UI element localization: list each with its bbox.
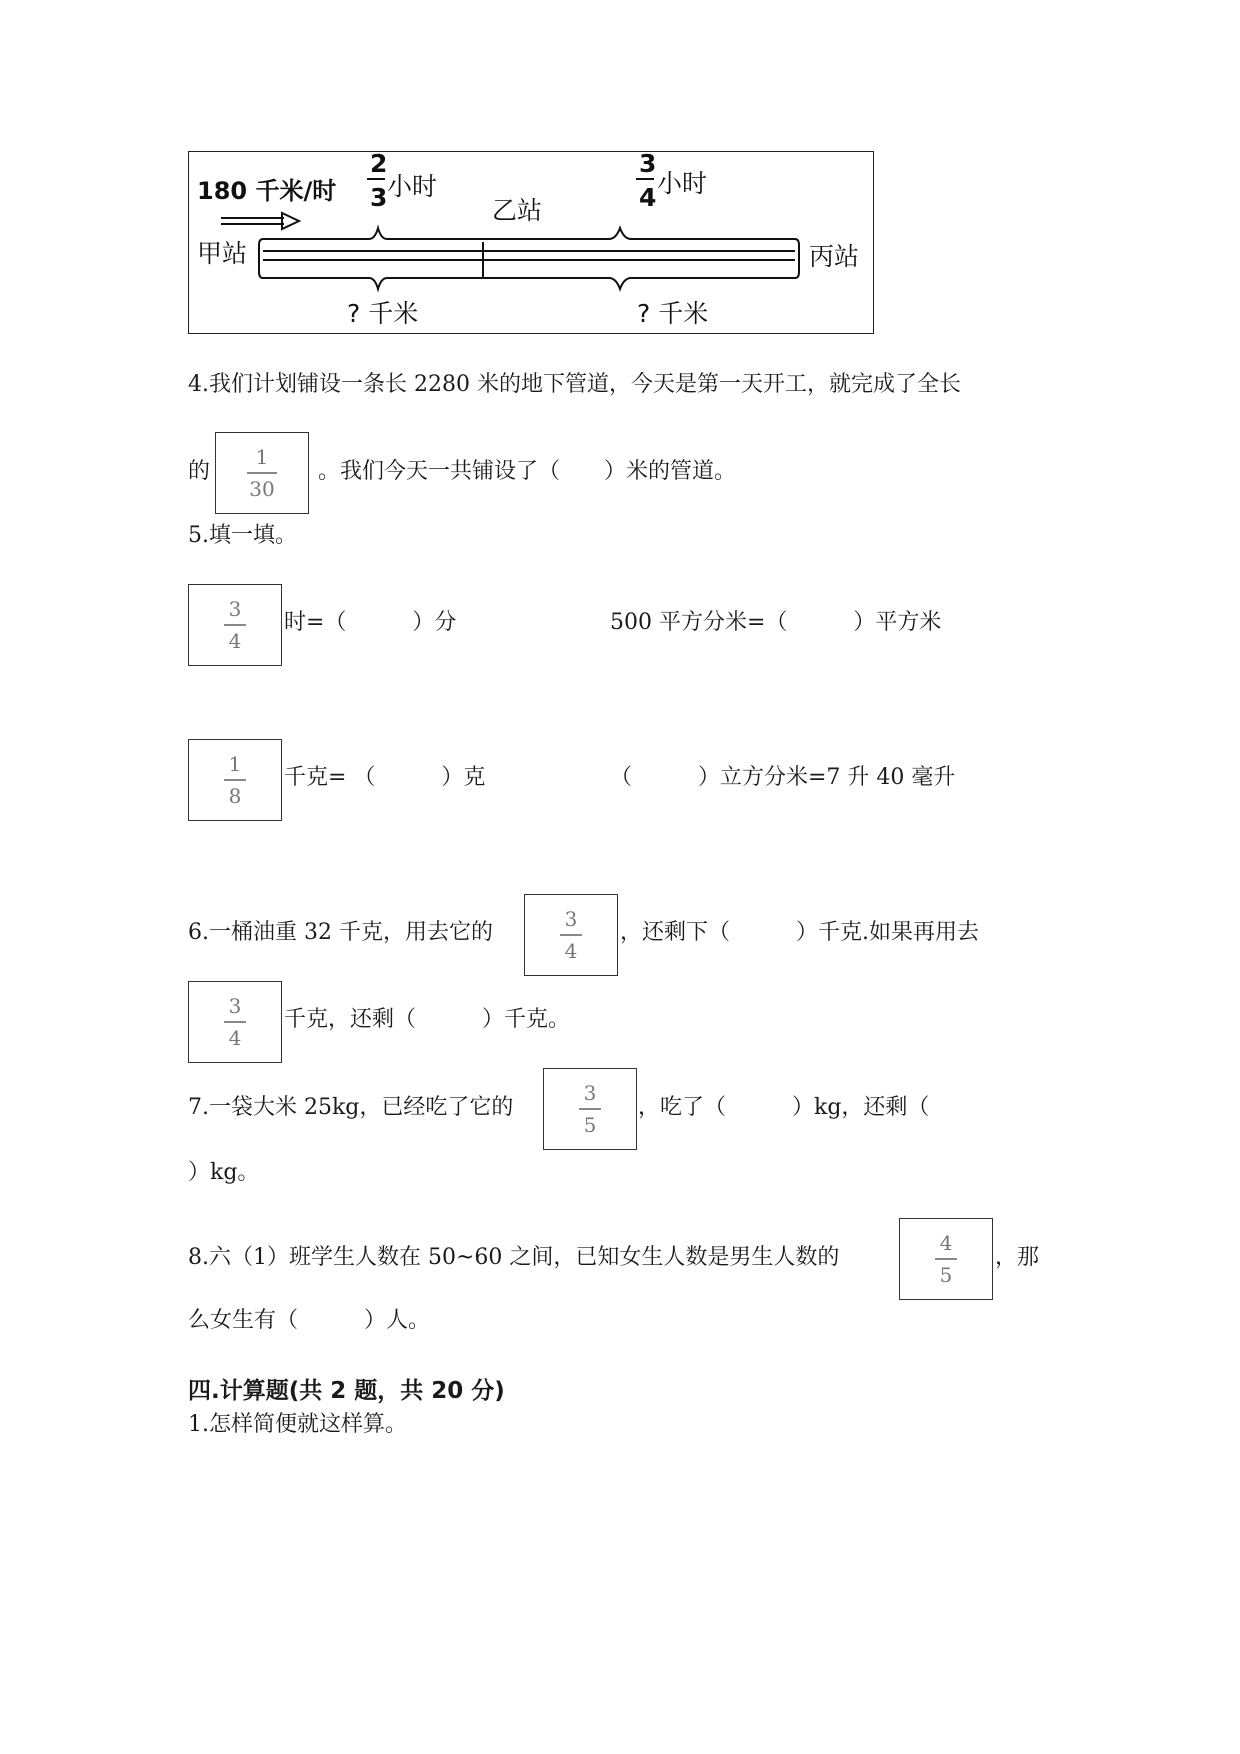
section4-q1: 1.怎样简便就这样算。: [188, 1412, 407, 1437]
q7-line2: ）kg。: [188, 1160, 260, 1185]
station-a-label: 甲站: [197, 239, 248, 268]
q7-post: ，吃了（ ）kg，还剩（: [638, 1095, 930, 1120]
q5-row1-frac-num: 3: [228, 597, 242, 622]
section4-heading: 四.计算题(共 2 题，共 20 分): [188, 1378, 505, 1404]
q8-frac-den: 5: [939, 1262, 953, 1287]
q6-line2: 千克，还剩（ ）千克。: [284, 1007, 571, 1032]
q4-post: 。我们今天一共铺设了（ ）米的管道。: [318, 459, 737, 484]
left-time-unit: 小时: [387, 172, 438, 201]
q8-post: ，那: [995, 1245, 1040, 1270]
right-time-den: 4: [639, 183, 657, 212]
station-c-label: 丙站: [809, 242, 860, 271]
q8-line2: 么女生有（ ）人。: [188, 1308, 431, 1333]
q7-frac-num: 3: [583, 1081, 597, 1106]
q4-frac-num: 1: [255, 445, 269, 470]
q6-post: ，还剩下（ ）千克.如果再用去: [620, 920, 979, 945]
brace-top-left: [263, 228, 483, 239]
q4-fraction: [215, 432, 309, 514]
direction-arrow-icon: [221, 213, 299, 229]
brace-bottom-right: [483, 278, 795, 289]
q5-row2-frac-num: 1: [228, 752, 242, 777]
q5-row1-left: 时=（ ）分: [284, 610, 457, 635]
q5-row1-frac-den: 4: [228, 628, 242, 653]
distance-diagram: [188, 151, 874, 334]
left-time-num: 2: [370, 152, 388, 178]
q6-pre: 6.一桶油重 32 千克，用去它的: [188, 920, 493, 945]
q8-pre: 8.六（1）班学生人数在 50~60 之间，已知女生人数是男生人数的: [188, 1245, 840, 1270]
q5-row1-fraction: [188, 584, 282, 666]
right-time-unit: 小时: [657, 169, 708, 198]
station-b-label: 乙站: [492, 196, 543, 225]
q4-pre: 的: [188, 459, 211, 484]
road-line: [259, 239, 799, 278]
q6-frac1-num: 3: [564, 907, 578, 932]
left-time-den: 3: [370, 183, 388, 212]
q5-row2-left: 千克= （ ）克: [284, 765, 486, 790]
q7-fraction: [543, 1068, 637, 1150]
q8-frac-num: 4: [939, 1231, 953, 1256]
diagram-canvas: [189, 152, 872, 332]
q5-row2-frac-den: 8: [228, 783, 242, 808]
left-distance-label: ? 千米: [347, 299, 419, 328]
q5-row1-right: 500 平方分米=（ ）平方米: [610, 610, 942, 635]
q6-fraction-2: [188, 981, 282, 1063]
q5-row2-right: （ ）立方分米=7 升 40 毫升: [610, 765, 956, 790]
q6-frac2-num: 3: [228, 994, 242, 1019]
q4-line1: 4.我们计划铺设一条长 2280 米的地下管道，今天是第一天开工，就完成了全长: [188, 372, 961, 397]
q6-frac2-den: 4: [228, 1025, 242, 1050]
speed-label: 180 千米/时: [197, 177, 337, 205]
brace-bottom-left: [263, 278, 483, 289]
q7-frac-den: 5: [583, 1112, 597, 1137]
q7-pre: 7.一袋大米 25kg，已经吃了它的: [188, 1095, 514, 1120]
q8-fraction: [899, 1218, 993, 1300]
q5-title: 5.填一填。: [188, 523, 297, 548]
q4-frac-den: 30: [249, 476, 275, 501]
q6-fraction-1: [524, 894, 618, 976]
right-distance-label: ? 千米: [637, 299, 709, 328]
q5-row2-fraction: [188, 739, 282, 821]
q6-frac1-den: 4: [564, 938, 578, 963]
right-time-num: 3: [639, 152, 657, 178]
brace-top-right: [483, 228, 795, 239]
